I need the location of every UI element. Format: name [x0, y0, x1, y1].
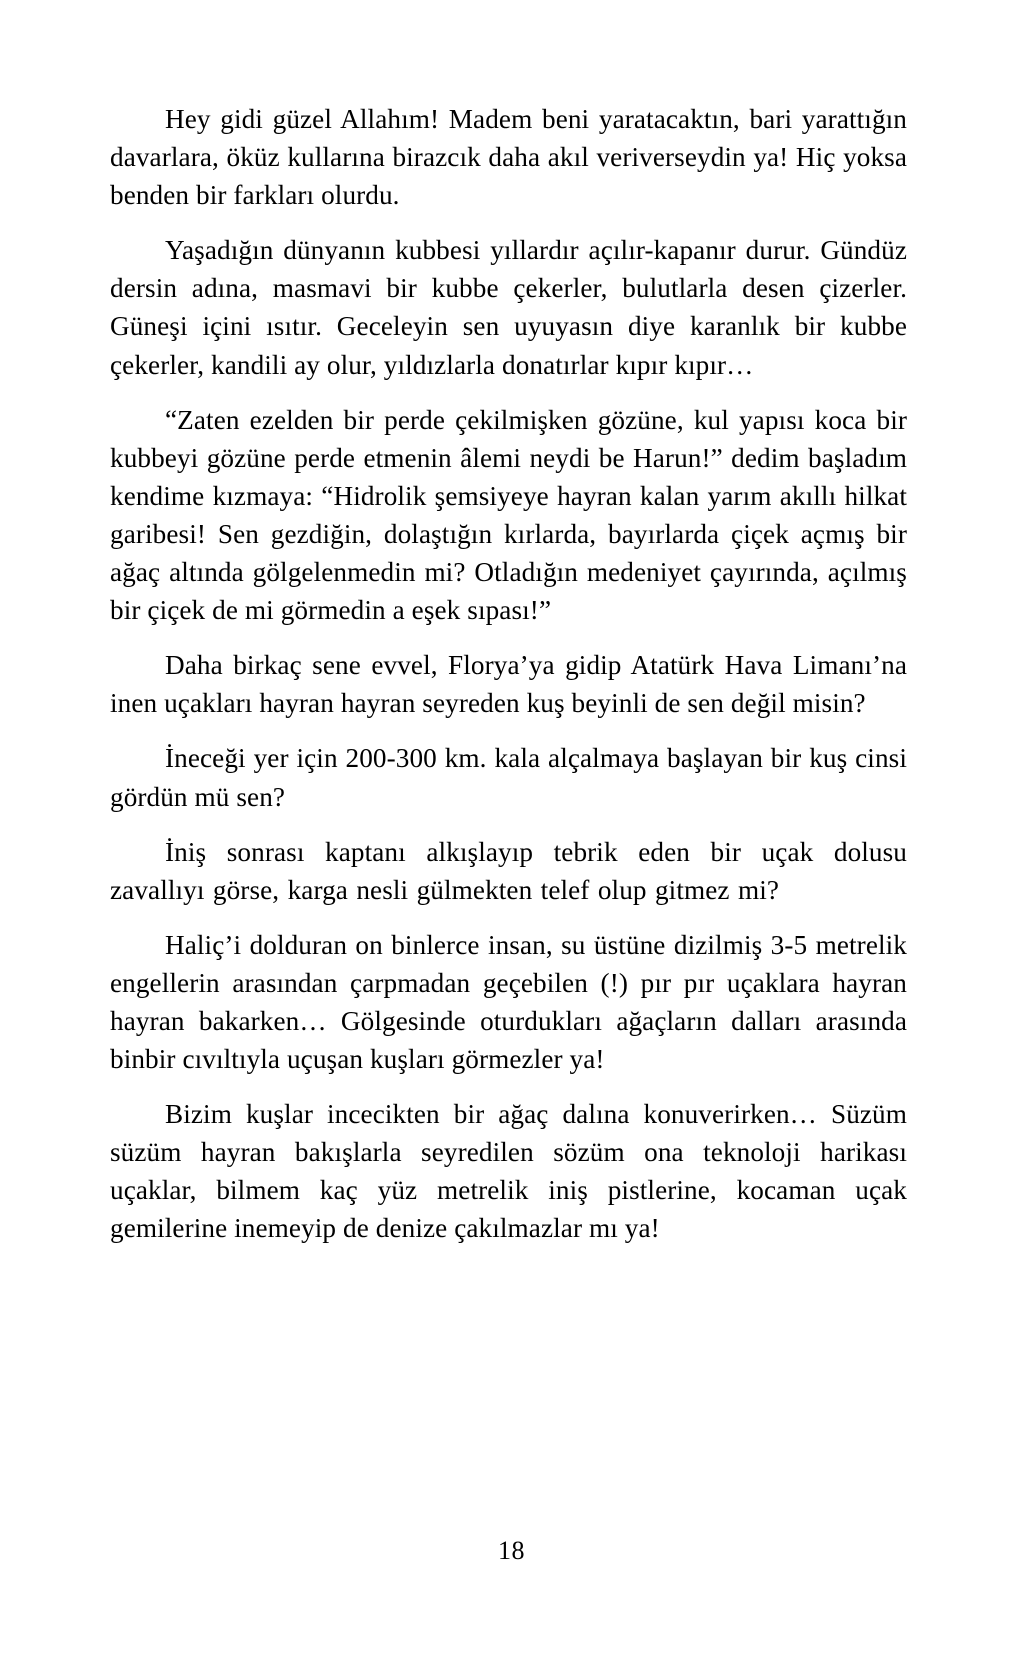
paragraph-1: Hey gidi güzel Allahım! Madem beni yaratacaktın, bari yarattığın davarlara, öküz kullarına birazcık daha akıl veriverseydin ya! Hiç yoksa benden bir farkları olurdu.: [110, 104, 907, 211]
page-number: 18: [498, 1536, 525, 1565]
body-text-column: [110, 100, 907, 1248]
paragraph-5: İneceği yer için 200-300 km. kala alçalmaya başlayan bir kuş cinsi gördün mü sen?: [110, 743, 907, 812]
paragraph-8: Bizim kuşlar incecikten bir ağaç dalına konuverirken… Süzüm süzüm hayran bakışlarla seyredilen sözüm ona teknoloji harikası uçaklar, bilmem kaç yüz metrelik iniş pistlerine, kocaman uçak gemilerine inemeyip de denize çakılmazlar mı ya!: [110, 1099, 907, 1244]
paragraph-3: “Zaten ezelden bir perde çekilmişken gözüne, kul yapısı koca bir kubbeyi gözüne perde etmenin âlemi neydi be Harun!” dedim başladım kendime kızmaya: “Hidrolik şemsiyeye hayran kalan yarım akıllı hilkat garibesi! Sen gezdiğin, dolaştığın kırlarda, bayırlarda çiçek açmış bir ağaç altında gölgelenmedin mi? Otladığın medeniyet çayırında, açılmış bir çiçek de mi görmedin a eşek sıpası!”: [110, 404, 907, 626]
paragraph-6: İniş sonrası kaptanı alkışlayıp tebrik eden bir uçak dolusu zavallıyı görse, karga nesli gülmekten telef olup gitmez mi?: [110, 836, 907, 905]
paragraph-7: Haliç’i dolduran on binlerce insan, su üstüne dizilmiş 3-5 metrelik engellerin arasından çarpmadan geçebilen (!) pır pır uçaklara hayran hayran bakarken… Gölgesinde oturdukları ağaçların dalları arasında binbir cıvıltıyla uçuşan kuşları görmezler ya!: [110, 929, 907, 1075]
paragraph-4: Daha birkaç sene evvel, Florya’ya gidip Atatürk Hava Limanı’na inen uçakları hayran hayran seyreden kuş beyinli de sen değil misin?: [110, 650, 907, 719]
paragraph-2: Yaşadığın dünyanın kubbesi yıllardır açılır-kapanır durur. Gündüz dersin adına, masmavi bir kubbe çekerler, bulutlarla desen çizerler. Güneşi içini ısıtır. Geceleyin sen uyuyasın diye karanlık bir kubbe çekerler, kandili ay olur, yıldızlarla donatırlar kıpır kıpır…: [110, 235, 907, 380]
